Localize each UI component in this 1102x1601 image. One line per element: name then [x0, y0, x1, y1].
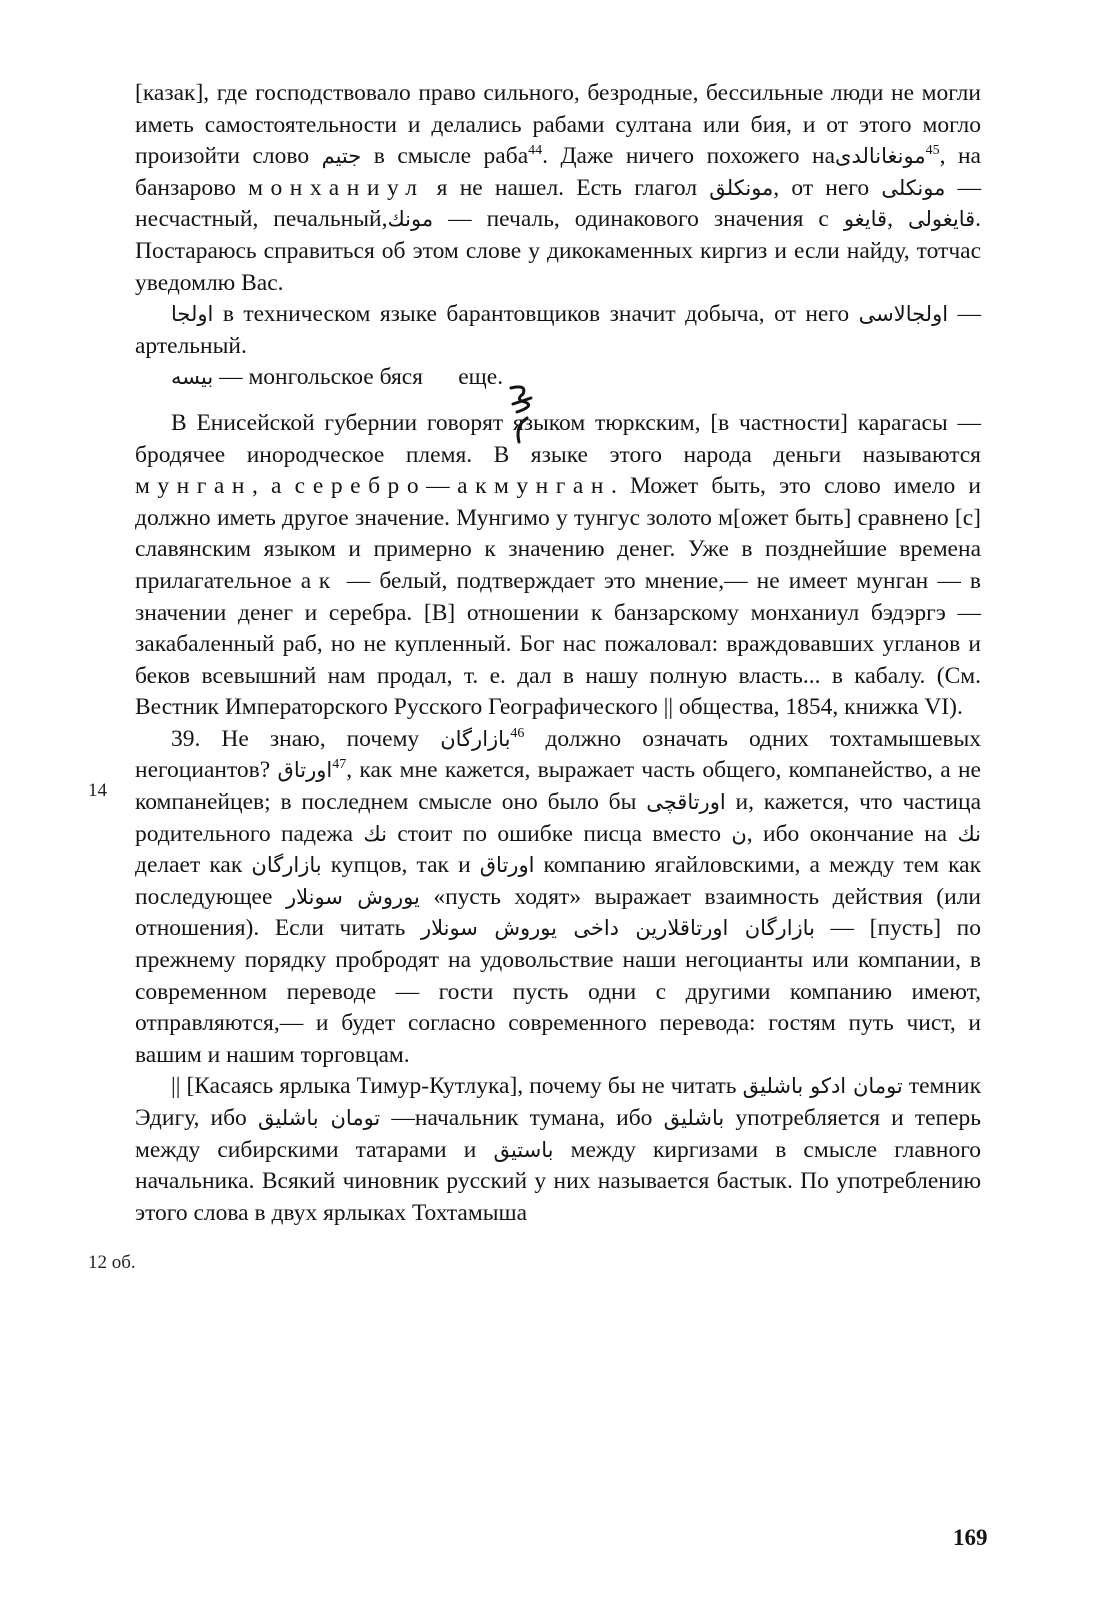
- footnote-ref: 46: [510, 726, 525, 742]
- text: и, кажется, что частица родительного падежа: [135, 789, 982, 847]
- arabic-word: بازارگان: [440, 726, 511, 751]
- arabic-word: قایغو: [843, 207, 888, 232]
- text: еще.: [458, 364, 504, 391]
- text: В Енисейской губернии говорят языком тюркским, [в частности] карагасы — бродячее инородческое племя. В языке этого народа деньги называются: [135, 409, 981, 468]
- footnote-ref: 44: [528, 143, 543, 159]
- text: . Постараюсь справиться об этом слове у дикокаменных киргиз и если найду, тотчас уведомлю Вас.: [135, 206, 982, 296]
- text: «пусть ходят» выражает взаимность действия (или отношения). Если читать: [135, 883, 981, 942]
- arabic-word: اولجالاسی: [858, 302, 949, 327]
- arabic-word: مونغانالدی: [835, 144, 926, 169]
- text: ,: [887, 206, 893, 233]
- arabic-phrase: تومان ادکو باشلیق: [742, 1074, 903, 1099]
- paragraph-4: [135, 408, 981, 724]
- text: — [пусть] по прежнему порядку пробродят на удовольствие наши негоцианты или компании, в современном переводе — гости пусть одни с другими компанию имеют, отправляются,— и будет согласно современного перевода: гостям путь чист, и вашим и нашим торговцам.: [135, 915, 981, 1068]
- arabic-word: اورتاق: [277, 758, 333, 783]
- arabic-word: باشلیق: [663, 1106, 725, 1130]
- text: [казак], где господствовало право сильного, безродные, бессильные люди не могли иметь самостоятельности и делались рабами султана или бия, и от этого могло произойти слово: [135, 80, 981, 170]
- arabic-phrase: بازارگان اورتاقلارین داخی یوروش سونلار: [420, 916, 815, 941]
- margin-folio: 12 об.: [88, 1252, 136, 1273]
- arabic-word: یوروش سونلار: [285, 884, 420, 909]
- arabic-word: بازارگان: [251, 853, 322, 878]
- text: , от него: [773, 174, 870, 201]
- text: —начальник тумана, ибо: [391, 1105, 653, 1131]
- text: в техническом языке барантовщиков значит добыча, от него: [222, 301, 850, 328]
- text: 39. Не знаю, почему: [171, 725, 420, 752]
- handwritten-mark: [505, 382, 539, 446]
- arabic-word: قایغولی: [907, 207, 976, 232]
- arabic-word: اورتاق: [479, 853, 535, 878]
- arabic-word: باستیق: [493, 1137, 554, 1162]
- page-body: [135, 78, 981, 1229]
- text: || [Касаясь ярлыка Тимур-Кутлука], почему бы не читать: [171, 1073, 737, 1100]
- paragraph-3: [135, 362, 981, 394]
- arabic-word: بیسه: [171, 365, 214, 390]
- arabic-word: مونکلق: [709, 175, 774, 200]
- spaced-term: серебро—акмунган: [294, 473, 611, 500]
- text: , а: [251, 473, 282, 500]
- text: компанию ягайловскими, а между тем как последующее: [135, 852, 982, 910]
- text: — монгольское бяся: [219, 364, 423, 391]
- spaced-term: монханиул: [248, 174, 425, 201]
- arabic-word: اورتاقچی: [646, 790, 726, 815]
- arabic-phrase: تومان باشلیق: [257, 1106, 381, 1130]
- text: . Может быть, это слово имело и должно иметь другое значение. Мунгимо у тунгус золото м[ожет быть] сравнено [с] славянским языком и примерно к значению денег. Уже в позднейшие времена прилагательное: [135, 473, 982, 594]
- text: . Даже ничего похожего на: [542, 143, 836, 170]
- footnote-ref: 47: [332, 757, 347, 773]
- paragraph-5: [135, 724, 981, 1072]
- text: — артельный.: [135, 301, 982, 359]
- arabic-word: مونك: [387, 207, 434, 232]
- arabic-word: جتیم: [321, 144, 362, 169]
- spaced-term: ак: [300, 567, 338, 594]
- text: в смысле раба: [373, 143, 529, 170]
- text: , ибо окончание на: [746, 820, 948, 847]
- text: , на банзарово: [135, 143, 981, 201]
- text: употребляется и теперь между сибирскими татарами и: [135, 1105, 982, 1163]
- margin-folio: 14: [88, 780, 107, 801]
- arabic-word: نك: [957, 821, 982, 846]
- text: между киргизами в смысле главного начальника. Всякий чиновник русский у них называется бастык. По употреблению этого слова в двух ярлыках Тохтамыша: [135, 1136, 982, 1226]
- paragraph-2: [135, 299, 981, 362]
- arabic-word: مونکلی: [881, 175, 946, 200]
- paragraph-6: [135, 1071, 981, 1229]
- text: , как мне кажется, выражает часть общего, компанейство, а не компанейцев; в последнем смысле оно было бы: [135, 757, 981, 816]
- footnote-ref: 45: [925, 143, 940, 159]
- text: темник Эдигу, ибо: [135, 1073, 981, 1131]
- paragraph-1: [135, 78, 981, 299]
- text: я не нашел. Есть глагол: [436, 174, 698, 201]
- text: делает как: [135, 852, 243, 879]
- text: — печаль, одинакового значения с: [448, 206, 829, 233]
- text: должно означать одних тохтамышевых негоциантов?: [135, 725, 982, 784]
- text: — несчастный, печальный,: [135, 174, 982, 233]
- text: — белый, подтверждает это мнение,— не имеет мунган — в значении денег и серебра. [В] отношении к банзарскому монханиул бэдэргэ — закабаленный раб, но не купленный. Бог нас пожаловал: враждовавших угланов и беков всевышний нам продал, т. е. дал в нашу полную власть... в кабалу. (См. Вестник Императорского Русского Географического || общества, 1854, книжка VI).: [135, 567, 981, 721]
- page-number: 169: [953, 1525, 988, 1550]
- text: купцов, так и: [330, 852, 471, 879]
- arabic-word: اولجا: [171, 302, 214, 327]
- spaced-term: мунган: [135, 473, 252, 500]
- arabic-word: ن: [731, 821, 747, 846]
- text: стоит по ошибке писца вместо: [397, 820, 721, 847]
- arabic-word: نك: [363, 821, 387, 846]
